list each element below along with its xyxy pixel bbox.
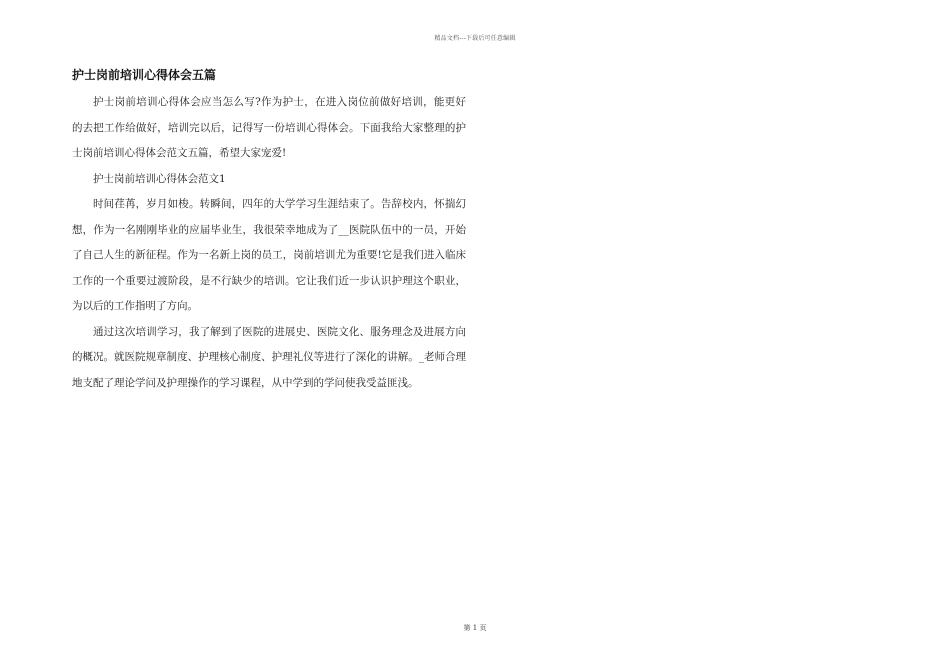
document-title: 护士岗前培训心得体会五篇 (72, 68, 217, 82)
body-paragraph: 通过这次培训学习，我了解到了医院的进展史、医院文化、服务理念及进展方向的概况。就医院规章制度、护理核心制度、护理礼仪等进行了深化的讲解。_老师合理地支配了理论学问及护理操作的学习课程，从中学到的学问使我受益匪浅。 (72, 325, 466, 389)
section-heading: 护士岗前培训心得体会范文1 (93, 172, 226, 185)
page-number: 第 1 页 (463, 624, 487, 632)
intro-paragraph: 护士岗前培训心得体会应当怎么写?作为护士，在进入岗位前做好培训，能更好的去把工作给做好，培训完以后，记得写一份培训心得体会。下面我给大家整理的护士岗前培训心得体会范文五篇，希望大家宠爱! (72, 96, 466, 159)
document-body (72, 64, 466, 396)
page-header: 精品文档---下载后可任意编辑 (434, 35, 516, 42)
body-paragraph: 时间荏苒，岁月如梭。转瞬间，四年的大学学习生涯结束了。告辞校内，怀揣幻想，作为一名刚刚毕业的应届毕业生，我很荣幸地成为了__医院队伍中的一员，开始了自己人生的新征程。作为一名新上岗的员工，岗前培训尤为重要!它是我们进入临床工作的一个重要过渡阶段，是不行缺少的培训。它让我们近一步认识护理这个职业，为以后的工作指明了方向。 (72, 198, 466, 312)
